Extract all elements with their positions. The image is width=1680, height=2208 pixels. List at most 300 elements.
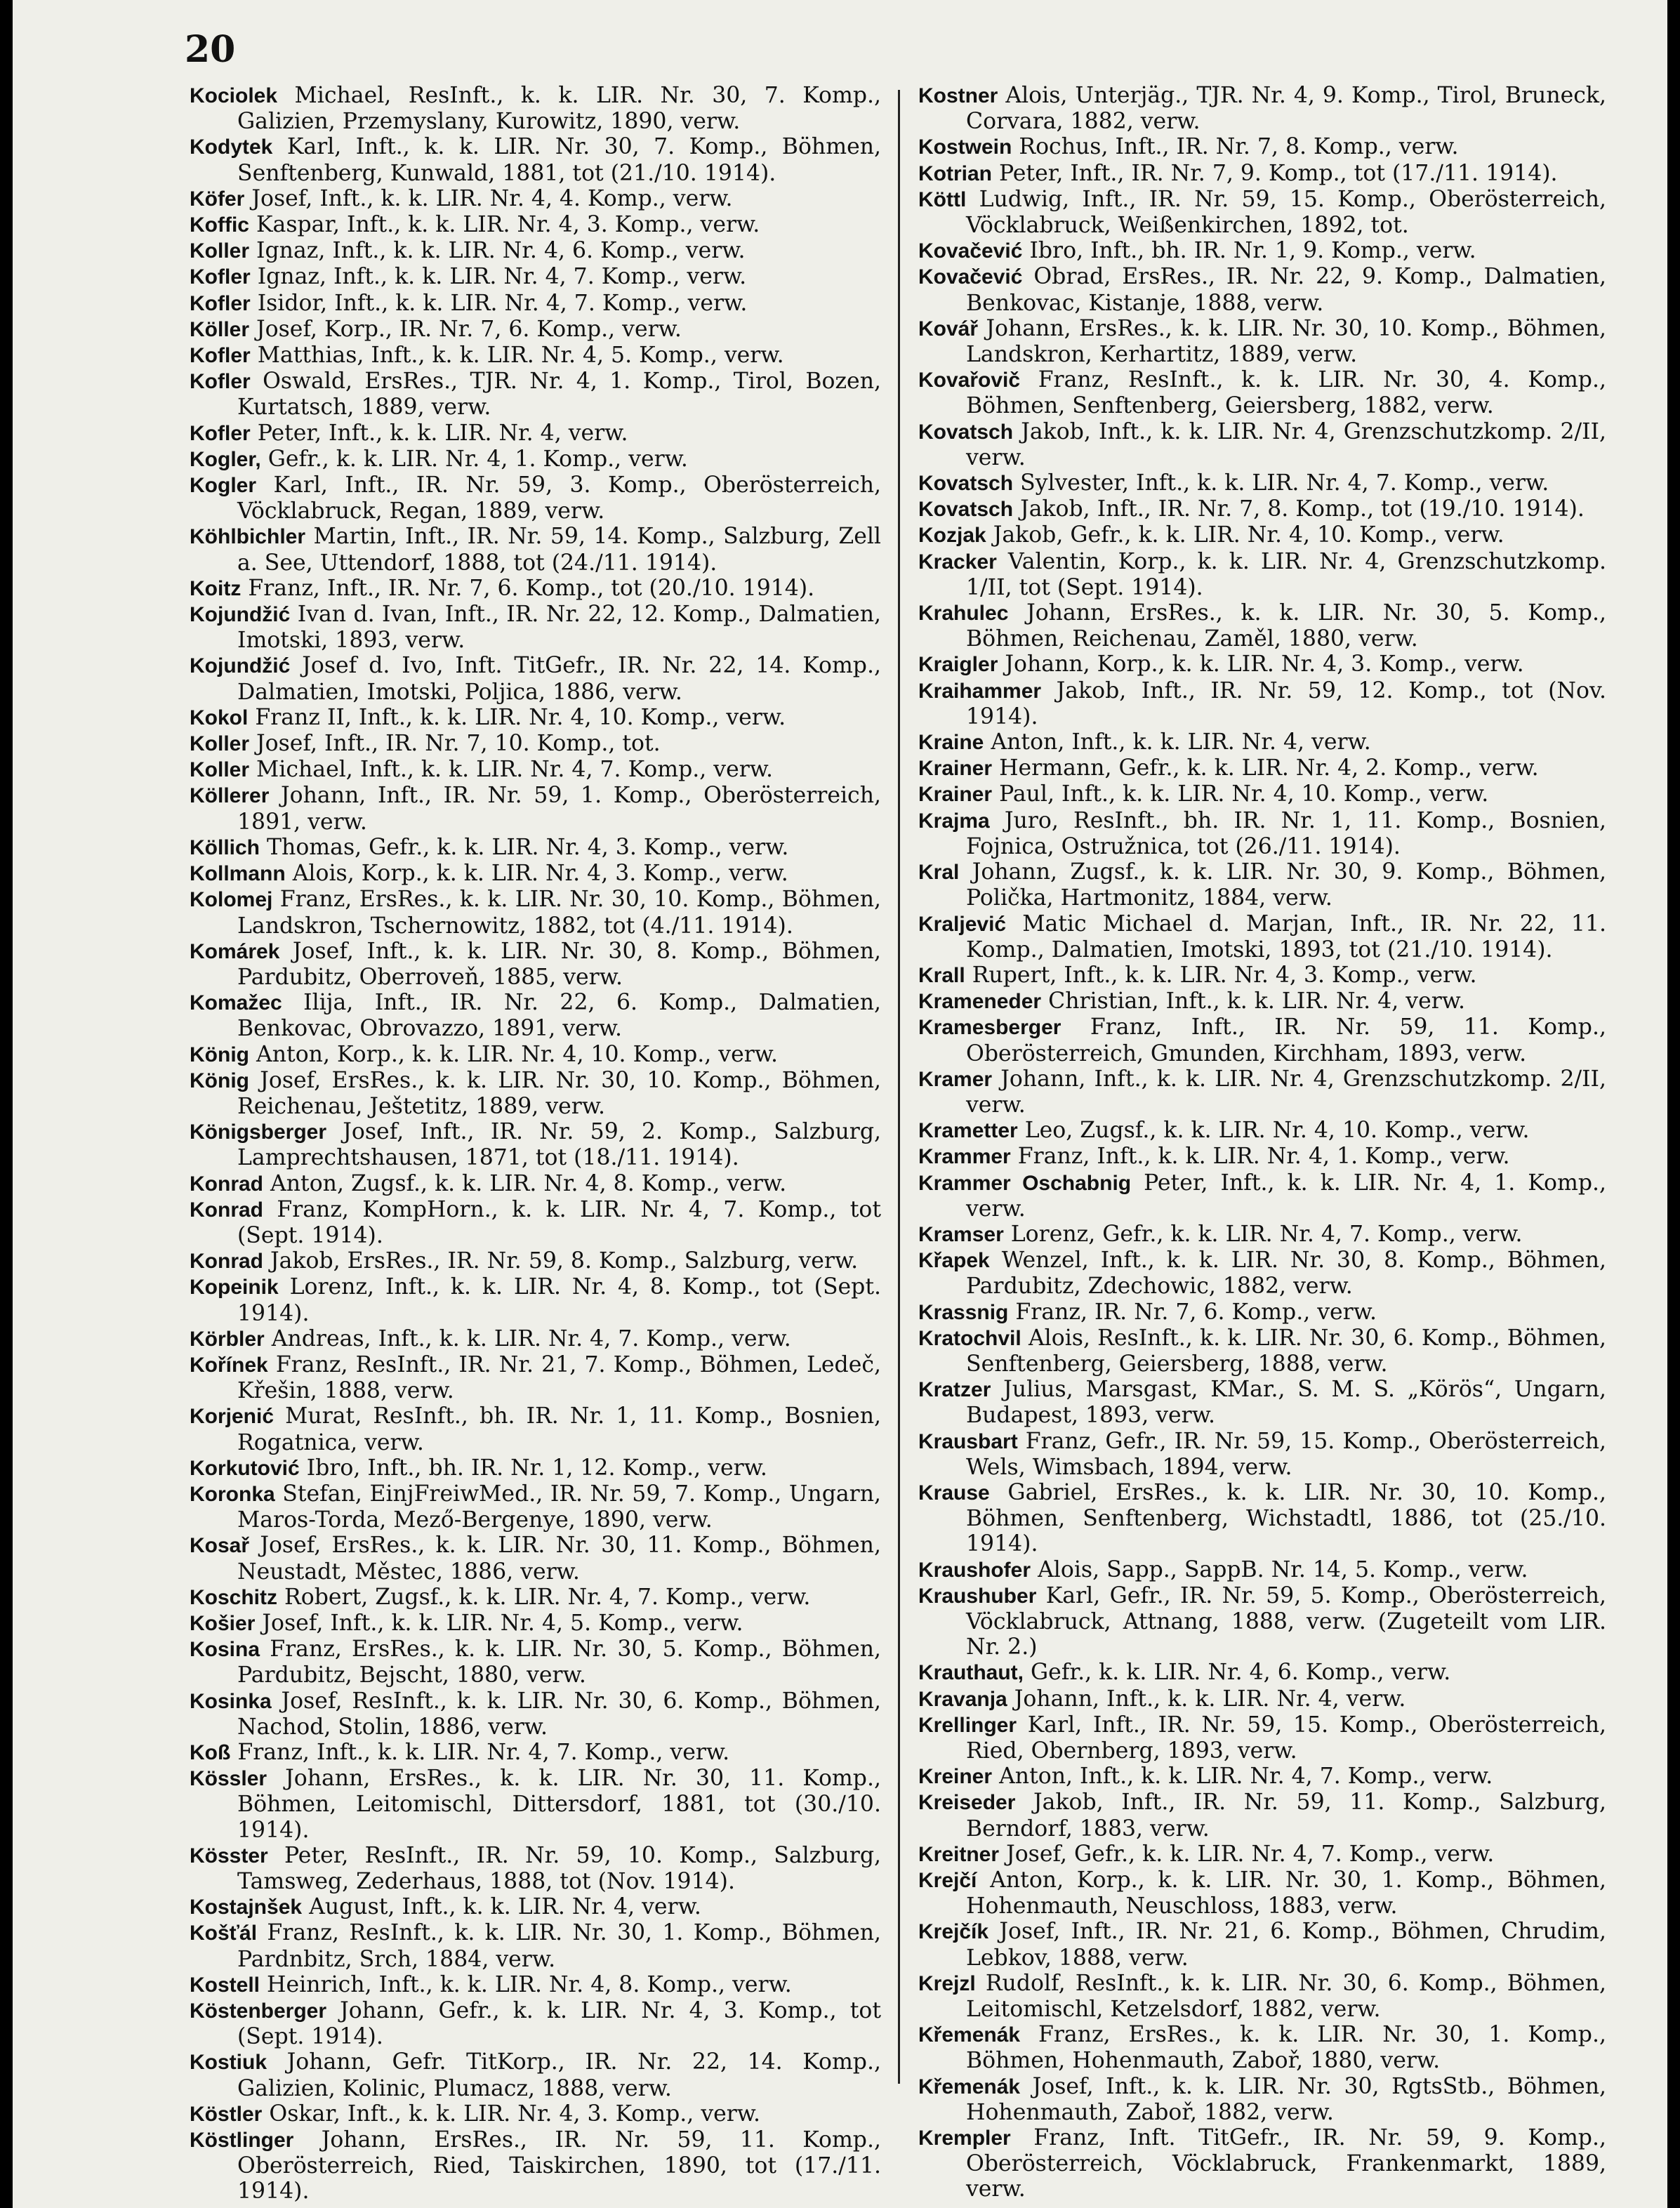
casualty-entry: [190, 83, 881, 134]
casualty-entry: [918, 83, 1606, 134]
entry-surname: Köttl: [918, 187, 967, 211]
entry-details: Franz, ResInft., k. k. LIR. Nr. 30, 1. Komp., Böhmen, Pardnbitz, Srch, 1884, verw.: [237, 1920, 882, 1972]
entry-surname: Kovatsch: [918, 472, 1014, 496]
entry-details: Sylvester, Inft., k. k. LIR. Nr. 4, 7. Komp., verw.: [1020, 470, 1549, 496]
entry-surname: Krellinger: [918, 1713, 1017, 1737]
entry-surname: Krausbart: [918, 1429, 1018, 1453]
casualty-entry: [190, 212, 881, 238]
entry-surname: Kozjak: [918, 524, 986, 548]
casualty-entry: [190, 1119, 881, 1170]
entry-details: Josef, ErsRes., k. k. LIR. Nr. 30, 11. Komp., Böhmen, Neustadt, Městec, 1886, verw.: [237, 1533, 881, 1585]
entry-surname: Kodytek: [190, 135, 273, 159]
entry-details: Franz, Inft., k. k. LIR. Nr. 4, 7. Komp., verw.: [237, 1740, 730, 1765]
entry-details: Josef, Inft., IR. Nr. 21, 6. Komp., Böhmen, Chrudim, Lebkov, 1888, verw.: [966, 1919, 1606, 1971]
casualty-entry: [918, 1248, 1606, 1299]
entry-details: Alois, Sapp., SappB. Nr. 14, 5. Komp., verw.: [1038, 1556, 1528, 1582]
entry-surname: Konrad: [190, 1172, 263, 1196]
entry-surname: Krejčí: [918, 1869, 977, 1893]
casualty-entry: [190, 576, 881, 602]
casualty-entry: [918, 1377, 1606, 1428]
entry-details: Johann, ErsRes., IR. Nr. 59, 11. Komp., Oberösterreich, Ried, Taiskirchen, 1890, tot (17./11. 1914).: [237, 2127, 881, 2204]
entry-details: Hermann, Gefr., k. k. LIR. Nr. 4, 2. Komp., verw.: [999, 755, 1539, 781]
entry-details: Johann, ErsRes., k. k. LIR. Nr. 30, 5. Komp., Böhmen, Reichenau, Zaměl, 1880, verw.: [966, 600, 1606, 652]
entry-surname: Kraushuber: [918, 1584, 1037, 1608]
entry-surname: Kosina: [190, 1638, 260, 1662]
casualty-entry: [190, 1611, 881, 1637]
casualty-entry: [918, 1144, 1606, 1170]
casualty-entry: [190, 887, 881, 938]
entry-surname: Köstlinger: [190, 2129, 294, 2153]
casualty-entry: [918, 1971, 1606, 2022]
casualty-entry: [190, 1455, 881, 1481]
entry-details: Franz, Inft., k. k. LIR. Nr. 4, 1. Komp., verw.: [1017, 1144, 1510, 1170]
entry-surname: Košťál: [190, 1922, 258, 1945]
casualty-entry: [190, 1533, 881, 1584]
entry-surname: Kreitner: [918, 1842, 1000, 1866]
entry-details: Anton, Korp., k. k. LIR. Nr. 4, 10. Komp., verw.: [256, 1041, 779, 1067]
entry-surname: Kostner: [918, 84, 998, 107]
entry-details: Franz, Inft., IR. Nr. 7, 6. Komp., tot (20./10. 1914).: [248, 575, 815, 601]
entry-details: Franz, ResInft., k. k. LIR. Nr. 30, 4. Komp., Böhmen, Senftenberg, Geiersberg, 1882, verw.: [966, 367, 1606, 419]
casualty-entry: [918, 134, 1606, 160]
entry-details: Franz II, Inft., k. k. LIR. Nr. 4, 10. Komp., verw.: [255, 704, 786, 730]
entry-details: Rochus, Inft., IR. Nr. 7, 8. Komp., verw.: [1019, 134, 1459, 160]
entry-surname: Konrad: [190, 1250, 263, 1274]
casualty-entry: [190, 2101, 881, 2127]
entry-surname: Köller: [190, 317, 250, 341]
entry-details: Johann, Zugsf., k. k. LIR. Nr. 30, 9. Komp., Böhmen, Polička, Hartmonitz, 1884, verw.: [966, 859, 1607, 911]
casualty-entry: [918, 1660, 1606, 1686]
entry-details: Karl, Inft., IR. Nr. 59, 15. Komp., Oberösterreich, Ried, Obernberg, 1893, verw.: [966, 1712, 1607, 1764]
casualty-entry: [918, 652, 1606, 677]
entry-details: Peter, Inft., k. k. LIR. Nr. 4, 1. Komp., verw.: [966, 1170, 1607, 1222]
casualty-entry: [190, 1843, 881, 1894]
entry-details: Oskar, Inft., k. k. LIR. Nr. 4, 3. Komp., verw.: [269, 2101, 761, 2127]
entry-details: Heinrich, Inft., k. k. LIR. Nr. 4, 8. Komp., verw.: [267, 1971, 792, 1997]
entry-details: Josef, Inft., k. k. LIR. Nr. 4, 4. Komp., verw.: [251, 185, 733, 211]
entry-details: Peter, ResInft., IR. Nr. 59, 10. Komp., Salzburg, Tamsweg, Zederhaus, 1888, tot (Nov. 1914).: [237, 1842, 882, 1895]
entry-surname: Kravanja: [918, 1687, 1007, 1711]
entry-surname: Koß: [190, 1741, 231, 1764]
casualty-entry: [918, 264, 1606, 315]
casualty-entry: [190, 186, 881, 212]
entry-surname: Kociolek: [190, 84, 278, 107]
entry-details: Johann, Inft., IR. Nr. 59, 1. Komp., Oberösterreich, 1891, verw.: [237, 783, 882, 835]
casualty-entry: [190, 705, 881, 731]
entry-surname: Kösster: [190, 1844, 268, 1867]
entry-details: Leo, Zugsf., k. k. LIR. Nr. 4, 10. Komp., verw.: [1024, 1118, 1530, 1144]
entry-surname: Krauthaut,: [918, 1661, 1024, 1685]
casualty-entry: [190, 835, 881, 861]
casualty-entry: [190, 1248, 881, 1274]
casualty-entry: [918, 1712, 1606, 1764]
entry-details: Franz, ErsRes., k. k. LIR. Nr. 30, 10. Komp., Böhmen, Landskron, Tschernowitz, 1882, tot (4./11. 1914).: [237, 887, 881, 939]
entry-details: Peter, Inft., IR. Nr. 7, 9. Komp., tot (17./11. 1914).: [999, 160, 1558, 186]
entry-surname: Konrad: [190, 1198, 263, 1222]
entry-surname: Kratzer: [918, 1378, 991, 1402]
casualty-entry: [190, 783, 881, 834]
casualty-entry: [190, 1403, 881, 1455]
entry-details: Paul, Inft., k. k. LIR. Nr. 4, 10. Komp., verw.: [999, 781, 1489, 807]
casualty-entry: [918, 522, 1606, 548]
entry-surname: Košier: [190, 1611, 256, 1635]
casualty-entry: [918, 1867, 1606, 1919]
entry-surname: Korjenić: [190, 1405, 275, 1429]
casualty-entry: [918, 316, 1606, 367]
entry-surname: Krassnig: [918, 1300, 1009, 1324]
entry-details: Michael, ResInft., k. k. LIR. Nr. 30, 7. Komp., Galizien, Przemyslany, Kurowitz, 1890, verw.: [237, 83, 882, 135]
entry-surname: König: [190, 1043, 249, 1066]
entry-details: Ivan d. Ivan, Inft., IR. Nr. 22, 12. Komp., Dalmatien, Imotski, 1893, verw.: [237, 602, 881, 654]
entry-surname: Kramesberger: [918, 1016, 1061, 1040]
entry-surname: Kofler: [190, 344, 251, 368]
entry-details: Johann, Inft., k. k. LIR. Nr. 4, verw.: [1014, 1686, 1406, 1712]
casualty-entry: [190, 1197, 881, 1248]
casualty-entry: [190, 317, 881, 343]
casualty-entry: [918, 1014, 1606, 1066]
casualty-entry: [918, 963, 1606, 989]
entry-surname: Kojundžić: [190, 603, 291, 627]
casualty-entry: [918, 781, 1606, 807]
entry-surname: Kofler: [190, 291, 251, 315]
entry-details: August, Inft., k. k. LIR. Nr. 4, verw.: [309, 1894, 701, 1920]
entry-surname: Krahulec: [918, 602, 1009, 626]
entry-surname: Kramer: [918, 1067, 993, 1091]
entry-details: Isidor, Inft., k. k. LIR. Nr. 4, 7. Komp., verw.: [257, 290, 748, 316]
entry-details: Josef d. Ivo, Inft. TitGefr., IR. Nr. 22, 14. Komp., Dalmatien, Imotski, Poljica, 1886, verw.: [237, 653, 881, 705]
casualty-entry: [918, 187, 1606, 238]
casualty-entry: [918, 238, 1606, 264]
casualty-entry: [190, 343, 881, 369]
entry-details: Franz, Gefr., IR. Nr. 59, 15. Komp., Oberösterreich, Wels, Wimsbach, 1894, verw.: [966, 1428, 1606, 1480]
entry-surname: Kreiner: [918, 1765, 993, 1789]
entry-surname: Komárek: [190, 939, 280, 963]
casualty-entry: [190, 134, 881, 185]
casualty-entry: [190, 238, 881, 264]
casualty-entry: [918, 161, 1606, 187]
casualty-entry: [918, 419, 1606, 470]
entry-details: Thomas, Gefr., k. k. LIR. Nr. 4, 3. Komp., verw.: [267, 834, 789, 860]
entry-details: Josef, Inft., k. k. LIR. Nr. 4, 5. Komp., verw.: [262, 1610, 743, 1636]
entry-surname: Kovatsch: [918, 420, 1014, 444]
casualty-entry: [190, 1326, 881, 1352]
entry-details: Jakob, Gefr., k. k. LIR. Nr. 4, 10. Komp., verw.: [993, 522, 1504, 548]
entry-surname: Křemenák: [918, 2075, 1021, 2098]
casualty-entry: [918, 470, 1606, 496]
entry-surname: Koronka: [190, 1482, 275, 1506]
entry-details: Ignaz, Inft., k. k. LIR. Nr. 4, 6. Komp., verw.: [256, 238, 746, 264]
casualty-entry: [190, 1352, 881, 1403]
casualty-entry: [918, 755, 1606, 781]
entry-details: Franz, ResInft., IR. Nr. 21, 7. Komp., Böhmen, Ledeč, Křešin, 1888, verw.: [237, 1351, 881, 1404]
casualty-entry: [918, 1066, 1606, 1118]
entry-details: Obrad, ErsRes., IR. Nr. 22, 9. Komp., Dalmatien, Benkovac, Kistanje, 1888, verw.: [966, 264, 1606, 316]
entry-surname: Kostiuk: [190, 2051, 267, 2075]
entry-details: Julius, Marsgast, KMar., S. M. S. „Körös“, Ungarn, Budapest, 1893, verw.: [966, 1377, 1606, 1429]
entry-details: Josef, Gefr., k. k. LIR. Nr. 4, 7. Komp., verw.: [1006, 1841, 1495, 1867]
entry-surname: Kotrian: [918, 161, 992, 185]
entry-details: Alois, ResInft., k. k. LIR. Nr. 30, 6. Komp., Böhmen, Senftenberg, Geiersberg, 1888, verw.: [966, 1325, 1607, 1377]
entry-surname: Koller: [190, 732, 250, 756]
entry-details: Alois, Unterjäg., TJR. Nr. 4, 9. Komp., Tirol, Bruneck, Corvara, 1882, verw.: [966, 83, 1606, 135]
entry-surname: Koller: [190, 758, 250, 782]
entry-surname: Krameneder: [918, 990, 1042, 1014]
entry-details: Ignaz, Inft., k. k. LIR. Nr. 4, 7. Komp., verw.: [257, 264, 747, 290]
entry-surname: Kovář: [918, 317, 979, 341]
casualty-entry: [918, 1557, 1606, 1583]
entry-surname: Krejzl: [918, 1971, 976, 1995]
entry-details: Jakob, Inft., k. k. LIR. Nr. 4, Grenzschutzkomp. 2/II, verw.: [966, 418, 1606, 470]
casualty-entry: [918, 911, 1606, 963]
entry-surname: Kovačević: [918, 265, 1023, 289]
entry-surname: Křapek: [918, 1249, 990, 1273]
entry-details: Robert, Zugsf., k. k. LIR. Nr. 4, 7. Komp., verw.: [284, 1584, 811, 1610]
entry-details: Johann, ErsRes., k. k. LIR. Nr. 30, 10. Komp., Böhmen, Landskron, Kerhartitz, 1889, verw.: [966, 315, 1606, 368]
casualty-entry: [190, 1068, 881, 1119]
entry-surname: Krametter: [918, 1119, 1018, 1143]
entry-details: Jakob, Inft., IR. Nr. 59, 12. Komp., tot (Nov. 1914).: [966, 677, 1607, 729]
entry-surname: Krainer: [918, 757, 993, 781]
entry-details: Josef, Inft., IR. Nr. 59, 2. Komp., Salzburg, Lamprechtshausen, 1871, tot (18./11. 1914).: [237, 1119, 882, 1171]
casualty-entry: [190, 602, 881, 653]
entry-surname: Kreiseder: [918, 1791, 1016, 1815]
entry-surname: Kosař: [190, 1534, 250, 1558]
entry-surname: Kovatsch: [918, 498, 1014, 522]
casualty-entry: [918, 496, 1606, 522]
entry-surname: Koschitz: [190, 1585, 278, 1609]
casualty-entry: [918, 1222, 1606, 1248]
casualty-entry: [918, 1919, 1606, 1970]
entry-details: Peter, Inft., k. k. LIR. Nr. 4, verw.: [257, 420, 628, 446]
casualty-entry: [190, 264, 881, 290]
entry-surname: Kovařovič: [918, 369, 1021, 392]
entry-surname: Kostell: [190, 1973, 260, 1997]
entry-details: Johann, Gefr. TitKorp., IR. Nr. 22, 14. Komp., Galizien, Kolinic, Plumacz, 1888, verw.: [237, 2049, 882, 2101]
entry-surname: Krempler: [918, 2127, 1011, 2150]
casualty-entry: [918, 1790, 1606, 1841]
casualty-entry: [190, 1766, 881, 1843]
entry-surname: Kraushofer: [918, 1558, 1031, 1582]
entry-details: Lorenz, Gefr., k. k. LIR. Nr. 4, 7. Komp., verw.: [1010, 1221, 1523, 1247]
entry-surname: Krammer: [918, 1145, 1011, 1169]
right-column: [918, 83, 1606, 2202]
entry-details: Josef, Inft., k. k. LIR. Nr. 30, RgtsStb., Böhmen, Hohenmauth, Zaboř, 1882, verw.: [966, 2073, 1607, 2125]
entry-details: Johann, Korp., k. k. LIR. Nr. 4, 3. Komp., verw.: [1005, 652, 1524, 677]
entry-surname: Kofler: [190, 421, 251, 445]
entry-surname: Kraihammer: [918, 679, 1042, 703]
entry-details: Johann, Gefr., k. k. LIR. Nr. 4, 3. Komp., tot (Sept. 1914).: [237, 1998, 881, 2050]
casualty-entry: [918, 859, 1606, 911]
entry-details: Franz, KompHorn., k. k. LIR. Nr. 4, 7. Komp., tot (Sept. 1914).: [237, 1196, 882, 1248]
casualty-entry: [190, 1972, 881, 1998]
entry-surname: Kojundžić: [190, 654, 291, 678]
entry-details: Jakob, ErsRes., IR. Nr. 59, 8. Komp., Salzburg, verw.: [270, 1248, 859, 1274]
entry-details: Johann, Inft., k. k. LIR. Nr. 4, Grenzschutzkomp. 2/II, verw.: [966, 1066, 1606, 1118]
casualty-entry: [918, 1326, 1606, 1377]
entry-details: Josef, Korp., IR. Nr. 7, 6. Komp., verw.: [256, 316, 682, 342]
column-divider: [898, 90, 900, 2084]
casualty-entry: [918, 1842, 1606, 1867]
left-column: [190, 83, 881, 2204]
entry-details: Rupert, Inft., k. k. LIR. Nr. 4, 3. Komp., verw.: [972, 962, 1477, 988]
casualty-entry: [190, 731, 881, 757]
entry-surname: Kracker: [918, 550, 997, 574]
entry-surname: Krainer: [918, 783, 993, 807]
entry-details: Franz, IR. Nr. 7, 6. Komp., verw.: [1015, 1299, 1377, 1325]
casualty-entry: [918, 2125, 1606, 2202]
casualty-entry: [190, 472, 881, 524]
entry-surname: Kraljević: [918, 912, 1007, 936]
entry-details: Matic Michael d. Marjan, Inft., IR. Nr. 22, 11. Komp., Dalmatien, Imotski, 1893, tot (21./10. 1914).: [966, 911, 1607, 963]
entry-surname: Kratochvil: [918, 1326, 1021, 1350]
entry-details: Ludwig, Inft., IR. Nr. 59, 15. Komp., Oberösterreich, Vöcklabruck, Weißenkirchen, 1892, tot.: [966, 186, 1607, 239]
casualty-entry: [190, 1740, 881, 1766]
casualty-entry: [190, 1585, 881, 1611]
casualty-entry: [190, 990, 881, 1041]
entry-details: Lorenz, Inft., k. k. LIR. Nr. 4, 8. Komp., tot (Sept. 1914).: [237, 1274, 882, 1326]
entry-surname: Kofler: [190, 370, 251, 394]
entry-surname: Korkutović: [190, 1456, 300, 1480]
entry-details: Franz, ErsRes., k. k. LIR. Nr. 30, 5. Komp., Böhmen, Pardubitz, Bejscht, 1880, verw.: [237, 1637, 882, 1688]
casualty-entry: [190, 1894, 881, 1920]
entry-details: Franz, ErsRes., k. k. LIR. Nr. 30, 1. Komp., Böhmen, Hohenmauth, Zaboř, 1880, verw.: [966, 2022, 1606, 2074]
entry-surname: Kosinka: [190, 1689, 272, 1713]
casualty-entry: [190, 369, 881, 420]
casualty-entry: [190, 421, 881, 447]
entry-surname: Kollmann: [190, 862, 286, 886]
entry-surname: Kössler: [190, 1767, 267, 1791]
casualty-entry: [918, 729, 1606, 755]
casualty-entry: [918, 1429, 1606, 1480]
casualty-entry: [190, 1171, 881, 1197]
entry-details: Michael, Inft., k. k. LIR. Nr. 4, 7. Komp., verw.: [256, 757, 774, 783]
entry-surname: Kořínek: [190, 1353, 268, 1377]
entry-details: Johann, ErsRes., k. k. LIR. Nr. 30, 11. Komp., Böhmen, Leitomischl, Dittersdorf, 1881, tot (30./10. 1914).: [237, 1766, 881, 1843]
entry-details: Jakob, Inft., IR. Nr. 7, 8. Komp., tot (19./10. 1914).: [1020, 496, 1585, 522]
casualty-entry: [190, 1637, 881, 1688]
entry-surname: Kostajnšek: [190, 1896, 303, 1919]
entry-details: Anton, Korp., k. k. LIR. Nr. 30, 1. Komp., Böhmen, Hohenmauth, Neuschloss, 1883, verw.: [966, 1867, 1607, 1919]
entry-surname: Kogler,: [190, 447, 261, 471]
casualty-entry: [918, 1583, 1606, 1660]
entry-surname: Kopeinik: [190, 1276, 279, 1300]
entry-details: Ilija, Inft., IR. Nr. 22, 6. Komp., Dalmatien, Benkovac, Obrovazzo, 1891, verw.: [237, 990, 881, 1042]
entry-surname: Kramser: [918, 1222, 1004, 1246]
entry-surname: Köstler: [190, 2102, 263, 2126]
entry-details: Andreas, Inft., k. k. LIR. Nr. 4, 7. Komp., verw.: [271, 1326, 791, 1351]
entry-details: Gefr., k. k. LIR. Nr. 4, 6. Komp., verw.: [1031, 1660, 1451, 1686]
entry-details: Murat, ResInft., bh. IR. Nr. 1, 11. Komp., Bosnien, Rogatnica, verw.: [237, 1403, 881, 1455]
casualty-entry: [918, 1764, 1606, 1790]
entry-details: Franz, Inft. TitGefr., IR. Nr. 59, 9. Komp., Oberösterreich, Vöcklabruck, Frankenmarkt, 1889, verw.: [966, 2125, 1606, 2202]
entry-details: Karl, Inft., IR. Nr. 59, 3. Komp., Oberösterreich, Vöcklabruck, Regan, 1889, verw.: [237, 472, 881, 524]
casualty-entry: [918, 600, 1606, 652]
casualty-entry: [918, 549, 1606, 600]
entry-details: Ibro, Inft., bh. IR. Nr. 1, 9. Komp., verw.: [1029, 238, 1476, 264]
casualty-entry: [190, 524, 881, 575]
casualty-entry: [918, 808, 1606, 859]
casualty-entry: [190, 2049, 881, 2101]
entry-details: Oswald, ErsRes., TJR. Nr. 4, 1. Komp., Tirol, Bozen, Kurtatsch, 1889, verw.: [237, 369, 881, 421]
casualty-entry: [918, 2022, 1606, 2073]
entry-surname: Körbler: [190, 1327, 265, 1351]
entry-surname: Kral: [918, 861, 960, 885]
entry-surname: König: [190, 1069, 249, 1092]
casualty-entry: [918, 2074, 1606, 2125]
casualty-entry: [190, 653, 881, 704]
casualty-entry: [918, 989, 1606, 1014]
casualty-entry: [190, 447, 881, 472]
entry-surname: Krammer Oschabnig: [918, 1171, 1132, 1195]
casualty-entry: [918, 1686, 1606, 1712]
entry-details: Josef, ErsRes., k. k. LIR. Nr. 30, 10. Komp., Böhmen, Reichenau, Ještetitz, 1889, verw.: [237, 1067, 881, 1119]
casualty-entry: [918, 1480, 1606, 1557]
entry-surname: Kolomej: [190, 888, 273, 912]
entry-surname: Kraine: [918, 731, 984, 755]
entry-surname: Křemenák: [918, 2023, 1021, 2047]
casualty-entry: [918, 367, 1606, 418]
entry-details: Juro, ResInft., bh. IR. Nr. 1, 11. Komp., Bosnien, Fojnica, Ostružnica, tot (26./11. 1914).: [966, 807, 1607, 859]
entry-surname: Komažec: [190, 991, 282, 1015]
entry-details: Josef, Inft., IR. Nr. 7, 10. Komp., tot.: [256, 731, 661, 757]
entry-details: Anton, Zugsf., k. k. LIR. Nr. 4, 8. Komp., verw.: [270, 1170, 787, 1196]
page-number: 20: [185, 28, 236, 71]
casualty-entry: [190, 757, 881, 783]
entry-surname: Köstenberger: [190, 1999, 327, 2023]
entry-details: Gabriel, ErsRes., k. k. LIR. Nr. 30, 10. Komp., Böhmen, Senftenberg, Wichstadtl, 1886, tot (25./10. 1914).: [966, 1479, 1606, 1557]
entry-details: Karl, Inft., k. k. LIR. Nr. 30, 7. Komp., Böhmen, Senftenberg, Kunwald, 1881, tot (21./10. 1914).: [237, 134, 882, 186]
entry-surname: Köllich: [190, 835, 260, 859]
entry-surname: Krejčík: [918, 1920, 989, 1944]
entry-details: Josef, Inft., k. k. LIR. Nr. 30, 8. Komp., Böhmen, Pardubitz, Oberroveň, 1885, verw.: [237, 938, 881, 990]
entry-surname: Köfer: [190, 187, 245, 211]
entry-details: Josef, ResInft., k. k. LIR. Nr. 30, 6. Komp., Böhmen, Nachod, Stolin, 1886, verw.: [237, 1688, 882, 1740]
entry-details: Stefan, EinjFreiwMed., IR. Nr. 59, 7. Komp., Ungarn, Maros-Torda, Mező-Bergenye, 1890, verw.: [237, 1481, 882, 1533]
entry-surname: Krause: [918, 1481, 990, 1505]
entry-details: Christian, Inft., k. k. LIR. Nr. 4, verw.: [1048, 989, 1466, 1014]
casualty-entry: [190, 1481, 881, 1533]
casualty-entry: [190, 1274, 881, 1326]
casualty-entry: [918, 1118, 1606, 1144]
entry-surname: Koffic: [190, 213, 249, 237]
casualty-entry: [190, 1920, 881, 1971]
entry-surname: Krall: [918, 963, 965, 987]
entry-surname: Köhlbichler: [190, 525, 306, 549]
entry-surname: Kovačević: [918, 239, 1023, 263]
entry-surname: Köllerer: [190, 784, 270, 808]
entry-surname: Koitz: [190, 576, 242, 600]
entry-surname: Krajma: [918, 809, 990, 833]
entry-details: Ibro, Inft., bh. IR. Nr. 1, 12. Komp., verw.: [306, 1455, 767, 1481]
entry-surname: Kofler: [190, 265, 251, 289]
entry-surname: Kokol: [190, 706, 249, 729]
casualty-entry: [190, 861, 881, 887]
casualty-entry: [190, 2127, 881, 2204]
entry-surname: Kogler: [190, 474, 257, 498]
casualty-entry: [918, 678, 1606, 729]
entry-details: Karl, Gefr., IR. Nr. 59, 5. Komp., Oberösterreich, Vöcklabruck, Attnang, 1888, verw. (Zugeteilt vom LIR. Nr. 2.): [966, 1582, 1606, 1660]
entry-details: Kaspar, Inft., k. k. LIR. Nr. 4, 3. Komp., verw.: [256, 212, 760, 238]
entry-details: Wenzel, Inft., k. k. LIR. Nr. 30, 8. Komp., Böhmen, Pardubitz, Zdechowic, 1882, verw.: [966, 1248, 1606, 1300]
casualty-entry: [190, 1998, 881, 2049]
casualty-entry: [190, 291, 881, 317]
entry-details: Matthias, Inft., k. k. LIR. Nr. 4, 5. Komp., verw.: [257, 343, 784, 369]
casualty-entry: [918, 1300, 1606, 1326]
entry-surname: Koller: [190, 239, 250, 263]
entry-details: Alois, Korp., k. k. LIR. Nr. 4, 3. Komp., verw.: [292, 861, 788, 887]
entry-details: Gefr., k. k. LIR. Nr. 4, 1. Komp., verw.: [267, 446, 688, 472]
entry-details: Franz, Inft., IR. Nr. 59, 11. Komp., Oberösterreich, Gmunden, Kirchham, 1893, verw.: [966, 1014, 1607, 1066]
